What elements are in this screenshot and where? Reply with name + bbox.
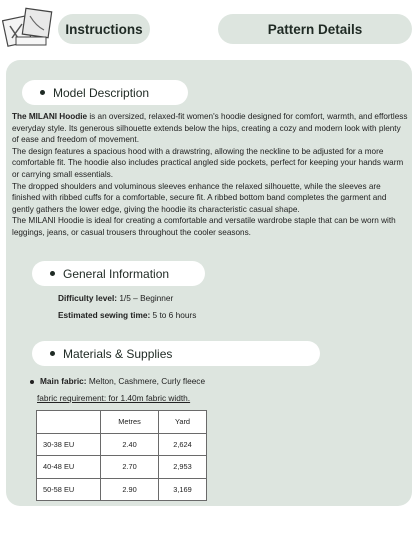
bullet-icon [30, 380, 34, 384]
metres-cell: 2.90 [101, 478, 159, 501]
bullet-icon [50, 271, 55, 276]
table-row [37, 433, 207, 456]
metres-cell: 2.70 [101, 456, 159, 479]
table-header-cell [37, 411, 101, 434]
bullet-icon [40, 90, 45, 95]
sewing-time-value: 5 to 6 hours [150, 310, 197, 320]
section-heading-label: Model Description [53, 85, 150, 100]
description-paragraph: The dropped shoulders and voluminous sleeves enhance the relaxed silhouette, while the sleeves are finished with ribbed cuffs for a comfortable, secure fit. A ribbed bottom band completes the garment and gently gathers the lower edge, giving the hoodie its characteristic casual shape. [12, 181, 387, 214]
size-cell: 30-38 EU [37, 433, 101, 456]
product-name: The MILANI Hoodie [12, 112, 88, 121]
model-description-text [12, 111, 408, 239]
description-paragraph: The MILANI Hoodie is an oversized, relaxed-fit women's hoodie designed for comfort, warmth, and effortless everyday style. Its generous silhouette extends below the hips, creating a cozy and modern look with plenty of ease and freedom of movement. [12, 112, 408, 145]
metres-cell: 2.40 [101, 433, 159, 456]
sewing-machine-logo [2, 4, 54, 52]
table-header-row [37, 411, 207, 434]
content-panel [6, 60, 412, 506]
tab-instructions[interactable]: Instructions [58, 14, 150, 44]
description-paragraph: The design features a spacious hood with a drawstring, allowing the neckline to be adjusted for a more comfortable fit. The hoodie also includes practical angled side pockets, perfect for keeping your hands warm or carrying small essentials. [12, 146, 404, 179]
difficulty-value: 1/5 – Beginner [117, 293, 174, 303]
fabric-requirement-table [36, 410, 207, 501]
main-fabric-value: Melton, Cashmere, Curly fleece [86, 376, 206, 386]
description-paragraph: The MILANI Hoodie is ideal for creating a comfortable and versatile wardrobe staple that can be worn with leggings, jeans, or casual trousers throughout the cooler seasons. [12, 216, 396, 237]
main-fabric [30, 376, 205, 386]
yard-cell: 3,169 [159, 478, 207, 501]
difficulty-level [58, 293, 173, 303]
yard-cell: 2,624 [159, 433, 207, 456]
section-heading-label: General Information [63, 266, 170, 281]
size-cell: 50-58 EU [37, 478, 101, 501]
section-heading-label: Materials & Supplies [63, 346, 173, 361]
sewing-time-label: Estimated sewing time: [58, 310, 151, 320]
main-fabric-label: Main fabric: [40, 376, 87, 386]
section-heading-general-information [32, 261, 205, 286]
table-header-cell: Metres [101, 411, 159, 434]
fabric-requirement: fabric requirement: for 1.40m fabric width. [37, 393, 191, 403]
sewing-time [58, 310, 196, 320]
bullet-icon [50, 351, 55, 356]
section-heading-model-description [22, 80, 188, 105]
difficulty-label: Difficulty level: [58, 293, 118, 303]
table-header-cell: Yard [159, 411, 207, 434]
tab-pattern-details[interactable]: Pattern Details [218, 14, 412, 44]
yard-cell: 2,953 [159, 456, 207, 479]
table-row [37, 478, 207, 501]
table-row [37, 456, 207, 479]
section-heading-materials [32, 341, 320, 366]
size-cell: 40-48 EU [37, 456, 101, 479]
